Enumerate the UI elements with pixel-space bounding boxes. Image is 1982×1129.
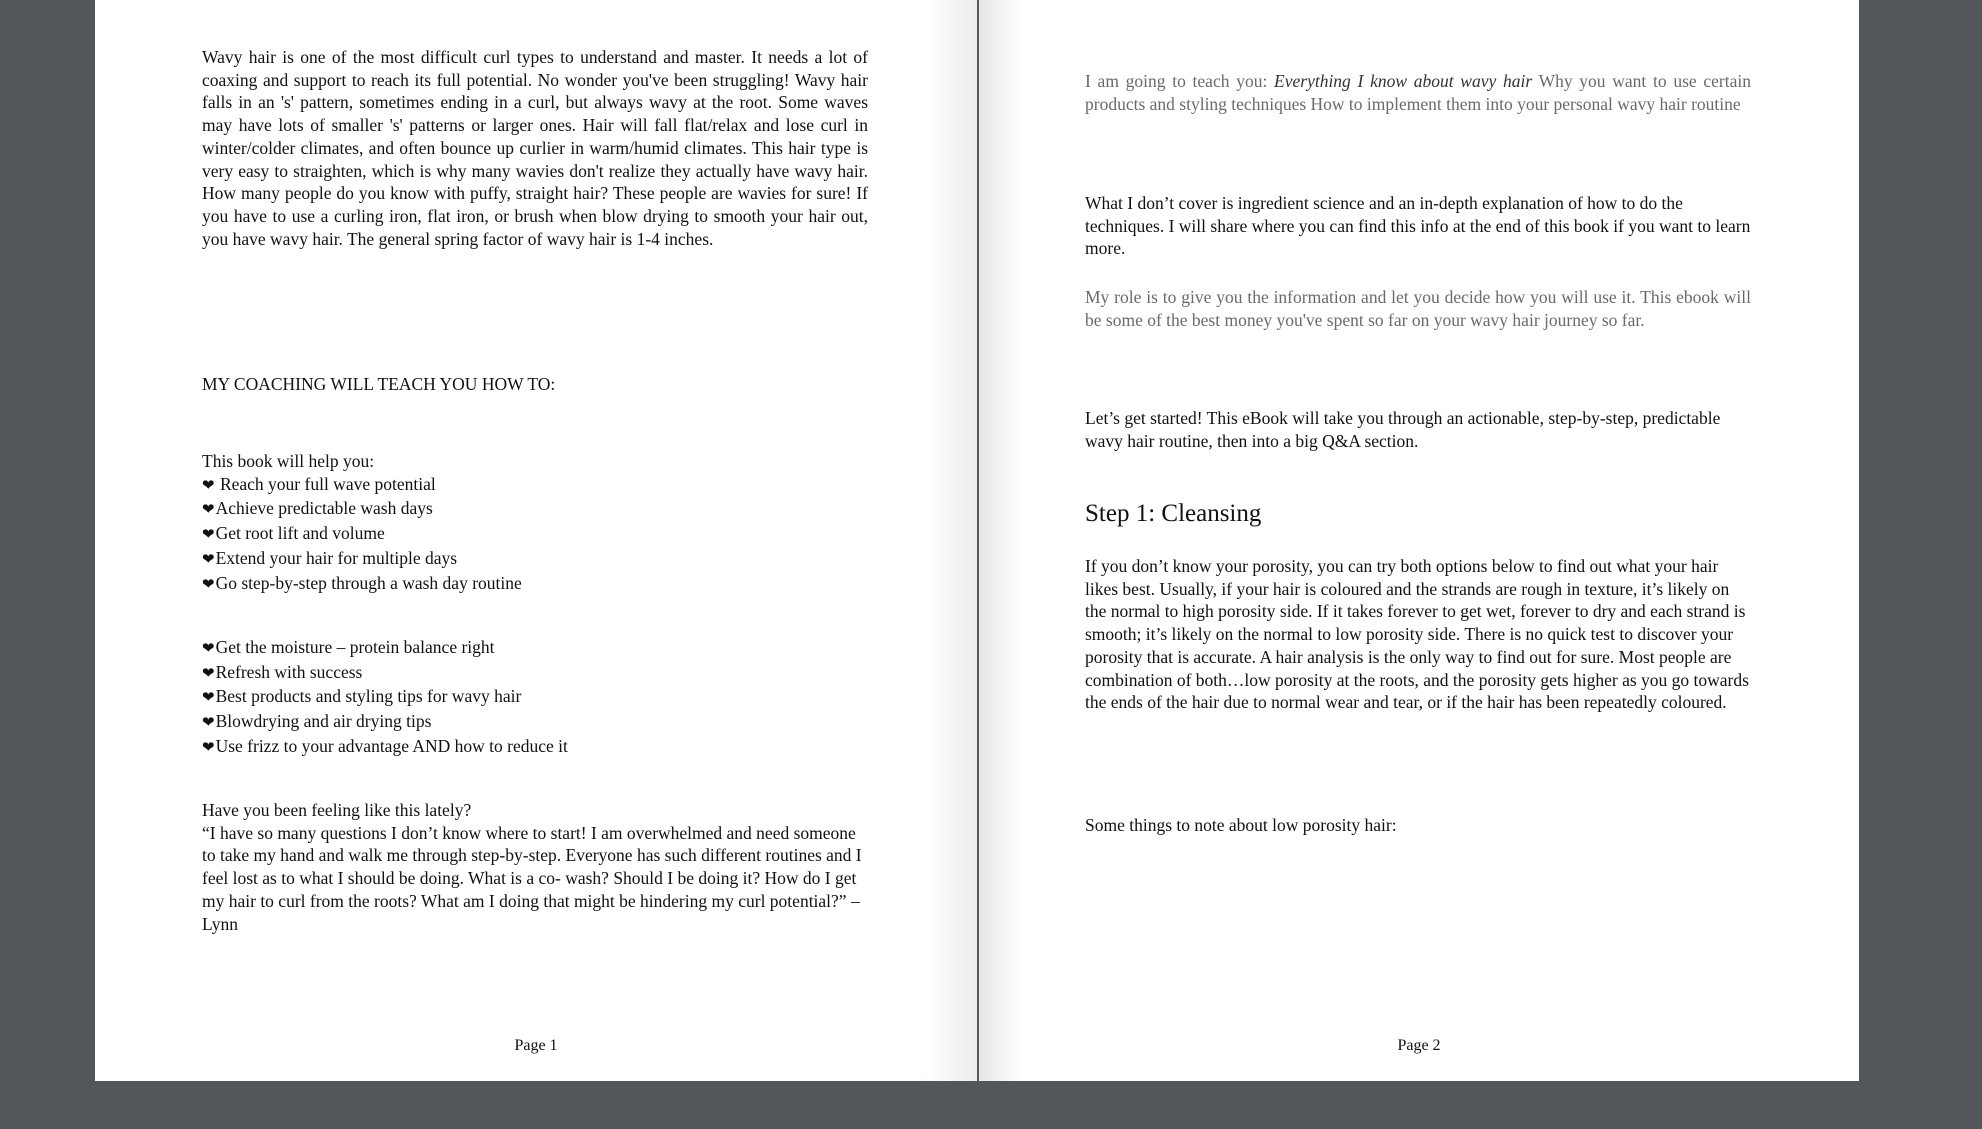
testimonial-quote: “I have so many questions I don’t know where to start! I am overwhelmed and need someone to take my hand and walk me through step-by-step. Everyone has such different routines and I feel lost as to what I should be doing. What is a co- wash? Should I be doing it? How do I get my hair to curl from the roots? What am I doing that might be hindering my curl potential?” – Lynn [202, 822, 862, 934]
teach-suffix: Why you want to use certain products and styling techniques How to implement them into your personal wavy hair routine [1085, 71, 1751, 114]
heart-icon: ❤ [202, 527, 215, 544]
list-item [202, 473, 868, 498]
heart-icon: ❤ [202, 477, 215, 494]
heart-icon: ❤ [202, 739, 215, 756]
page-1 [95, 0, 977, 1081]
list-item [202, 661, 868, 686]
list-item [202, 735, 868, 760]
get-started-paragraph: Let’s get started! This eBook will take you through an actionable, step-by-step, predictable wavy hair routine, then into a big Q&A section. [1085, 408, 1721, 451]
heart-icon: ❤ [202, 641, 215, 657]
help-section [202, 450, 868, 596]
step-heading: Step 1: Cleansing [1085, 500, 1262, 527]
teach-paragraph [1085, 70, 1751, 115]
list-item-text: Best products and styling tips for wavy hair [215, 686, 522, 707]
intro-paragraph: Wavy hair is one of the most difficult curl types to understand and master. It needs a lot of coaxing and support to reach its full potential. No wonder you've been struggling! Wavy hair falls in an 's' pattern, sometimes ending in a curl, but always wavy at the root. Some waves may have lots of smaller 's' patterns or larger ones. Hair will fall flat/relax and lose curl in winter/colder climates, and often bounce up curlier in warm/humid climates. This hair type is very easy to straighten, which is why many wavies don't realize they actually have wavy hair. How many people do you know with puffy, straight hair? These people are wavies for sure! If you have to use a curling iron, flat iron, or brush when blow drying to smooth your hair out, you have wavy hair. The general spring factor of wavy hair is 1-4 inches. [202, 47, 868, 249]
help-heading: This book will help you: [202, 451, 375, 471]
heart-icon: ❤ [202, 576, 215, 593]
role-paragraph: My role is to give you the information and let you decide how you will use it. This ebook will be some of the best money you've spent so far on your wavy hair journey so far. [1085, 287, 1751, 330]
coaching-heading: MY COACHING WILL TEACH YOU HOW TO: [202, 374, 556, 394]
list-item [202, 547, 868, 572]
heart-icon: ❤ [202, 715, 215, 732]
heart-icon: ❤ [202, 690, 215, 707]
list-item [202, 636, 868, 661]
list-item [202, 522, 868, 547]
list-item-text: Get the moisture – protein balance right [215, 637, 495, 657]
page-2 [979, 0, 1859, 1081]
list-item-text: Get root lift and volume [215, 523, 385, 544]
porosity-paragraph: If you don’t know your porosity, you can try both options below to find out what your hair likes best. Usually, if your hair is coloured and the strands are rough in texture, it’s likely on the normal to high porosity side. If it takes forever to get wet, forever to dry and each strand is smooth; it’s likely on the normal to low porosity side. There is no quick test to discover your porosity that is accurate. A hair analysis is the only way to find out for sure. Most people are combination of both…low porosity at the roots, and the porosity gets higher as you go towards the ends of the hair due to normal wear and tear, or if the hair has been repeatedly coloured. [1085, 556, 1749, 713]
page-number: Page 2 [1397, 1037, 1441, 1054]
list-item-text: Extend your hair for multiple days [215, 547, 458, 568]
heart-icon: ❤ [202, 502, 215, 519]
benefits-list-2 [202, 636, 868, 760]
page-number: Page 1 [514, 1037, 558, 1054]
testimonial-section [202, 799, 868, 935]
list-item [202, 710, 868, 735]
heart-icon: ❤ [202, 665, 215, 682]
list-item-text: Go step-by-step through a wash day routine [215, 572, 522, 593]
list-item-text: Use frizz to your advantage AND how to reduce it [215, 735, 568, 756]
feeling-heading: Have you been feeling like this lately? [202, 800, 472, 820]
teach-italic: Everything I know about wavy hair [1274, 71, 1533, 91]
teach-prefix: I am going to teach you: [1085, 71, 1275, 91]
list-item-text: Achieve predictable wash days [215, 498, 433, 519]
not-covered-paragraph: What I don’t cover is ingredient science and an in-depth explanation of how to do the techniques. I will share where you can find this info at the end of this book if you want to learn more. [1085, 193, 1751, 259]
heart-icon: ❤ [202, 551, 215, 568]
list-item [202, 572, 868, 597]
list-item-text: Blowdrying and air drying tips [215, 711, 432, 732]
low-porosity-heading: Some things to note about low porosity hair: [1085, 815, 1397, 835]
benefits-list-1 [202, 473, 868, 597]
list-item [202, 685, 868, 710]
list-item [202, 497, 868, 522]
list-item-text: Reach your full wave potential [215, 473, 436, 494]
list-item-text: Refresh with success [215, 661, 363, 682]
